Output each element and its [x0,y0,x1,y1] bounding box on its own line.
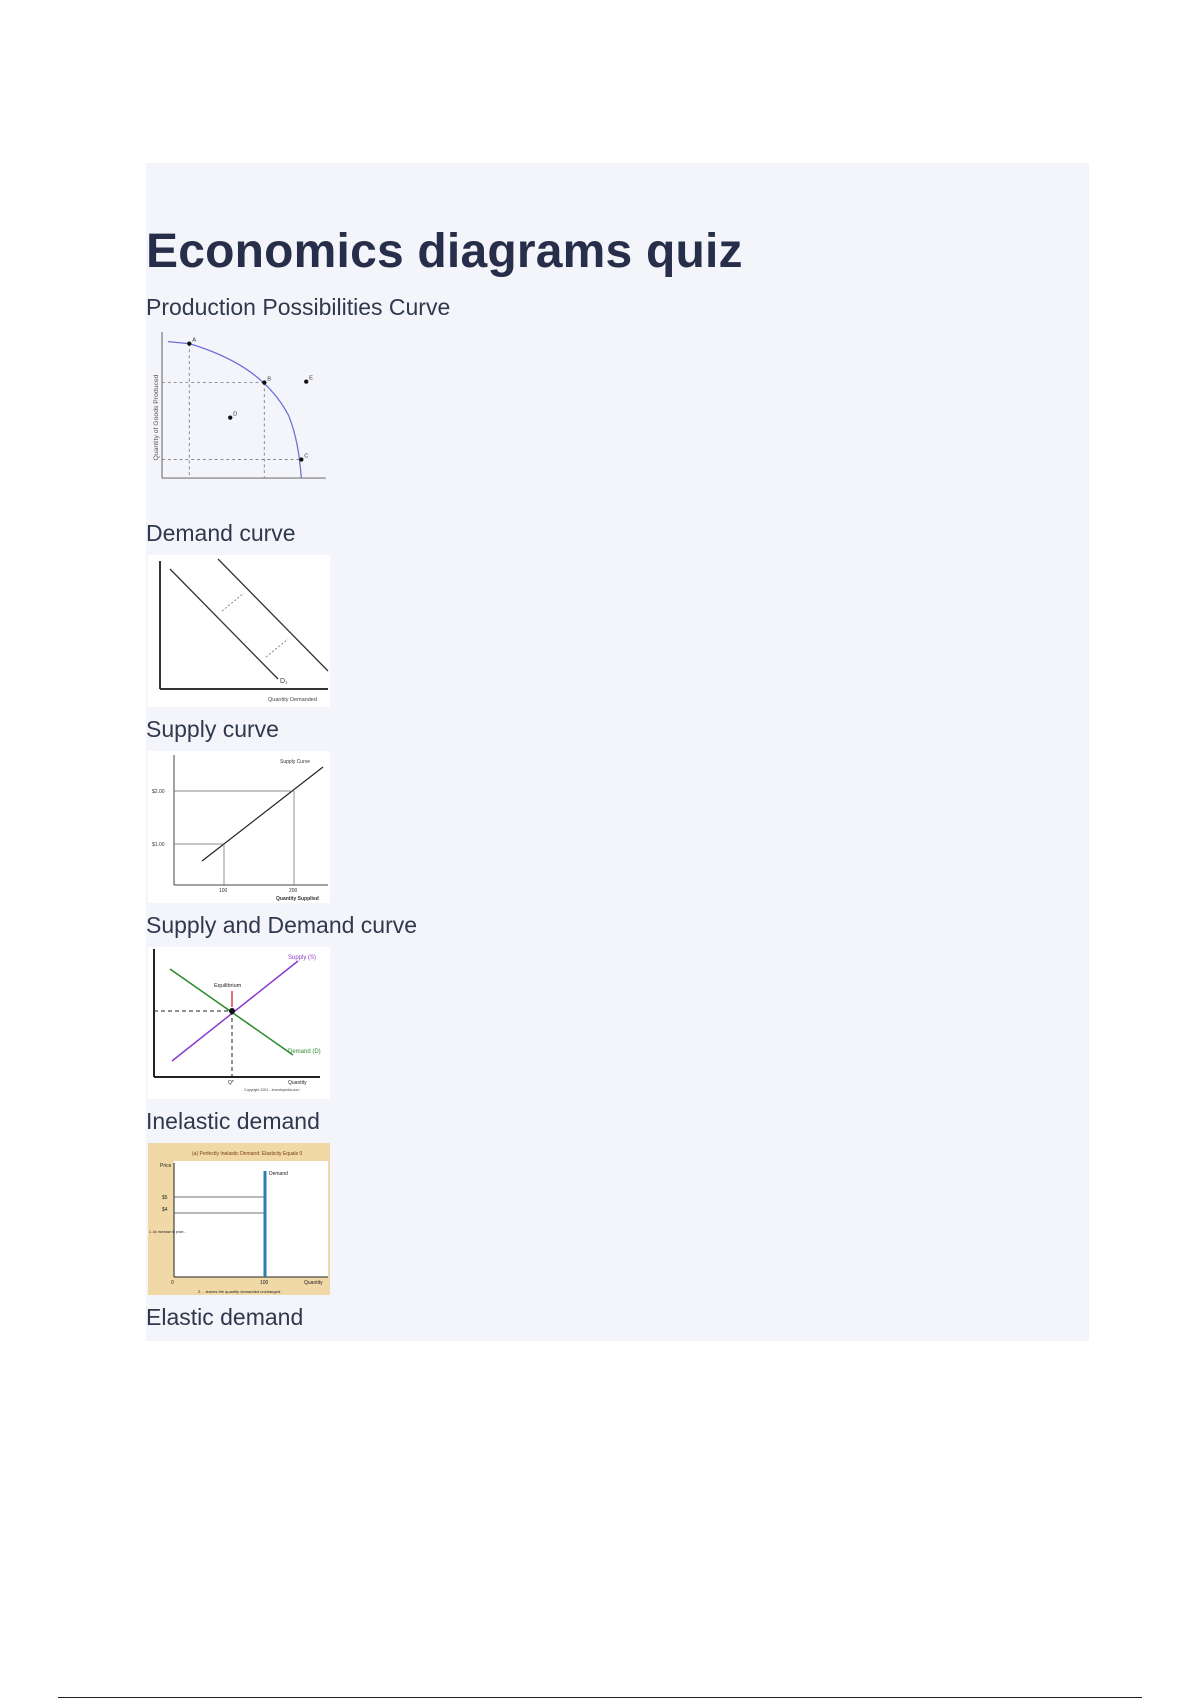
inelastic-title: (a) Perfectly Inelastic Demand: Elasticity Equals 0 [192,1151,303,1157]
supply-x-tick-low: 100 [219,888,228,894]
demand-curve-d2 [218,559,328,671]
demand-svg [148,555,330,707]
section-caption-elastic: Elastic demand [146,1304,304,1330]
demand-x-label: Quantity Demanded [268,697,317,703]
ppc-svg [148,328,330,480]
inelastic-y-tick-low: $4 [162,1207,168,1213]
ppc-y-label: Quantity of Goods Produced [153,374,161,461]
demand-shift-arrow-2 [266,639,288,657]
inelastic-y-tick-high: $5 [162,1195,168,1201]
ppc-point-c [299,457,303,461]
section-caption-inelastic: Inelastic demand [146,1108,320,1134]
supply-y-tick-high: $2.00 [152,789,165,795]
ppc-label-a: A [192,337,197,344]
supply-svg [148,751,330,903]
section-caption-ppc: Production Possibilities Curve [146,294,451,320]
demand-shift-arrow-1 [222,593,244,611]
supply-y-tick-low: $1.00 [152,842,165,848]
ppc-label-c: C [304,453,309,460]
supply-diagram [148,751,330,903]
page-title: Economics diagrams quiz [146,225,743,278]
sd-equilibrium-label: Equilibrium [214,983,242,989]
supply-curve [202,767,323,861]
section-caption-supply: Supply curve [146,716,279,742]
sd-supply-label: Supply (S) [288,955,317,961]
demand-curve-d1 [170,569,278,679]
inelastic-y-label: Price [160,1163,172,1169]
section-caption-supply-demand: Supply and Demand curve [146,912,418,938]
ppc-point-a [187,341,191,345]
section-caption-demand: Demand curve [146,520,296,546]
inelastic-x-label: Quantity [304,1280,323,1286]
sd-quantity-label: Quantity [288,1080,307,1086]
sd-demand-label: Demand (D) [288,1049,321,1055]
supply-demand-svg [148,947,330,1099]
ppc-point-b [262,380,266,384]
sd-qstar-label: Q* [228,1080,234,1086]
ppc-label-e: E [309,375,314,382]
sd-copyright: Copyright 2001 - investopedia.com [244,1088,300,1092]
page-bottom-rule [58,1697,1142,1698]
ppc-label-d: D [233,411,238,418]
inelastic-svg [148,1143,330,1295]
demand-curve-label: D₁ [280,678,288,685]
inelastic-x-tick-100: 100 [260,1280,269,1286]
ppc-point-d [228,415,232,419]
supply-x-label: Quantity Supplied [276,896,319,902]
inelastic-x-tick-zero: 0 [171,1280,174,1286]
supply-x-tick-high: 200 [289,888,298,894]
inelastic-demand-label: Demand [269,1171,288,1177]
inelastic-bottom-note: 2. ...leaves the quantity demanded unchanged. [198,1289,282,1294]
demand-diagram [148,555,330,707]
ppc-label-b: B [267,376,272,383]
inelastic-diagram [148,1143,330,1295]
inelastic-plot-area [174,1161,328,1277]
sd-equilibrium-point [229,1008,235,1014]
ppc-diagram [148,328,330,484]
ppc-curve [168,342,301,478]
supply-demand-diagram [148,947,330,1099]
ppc-point-e [304,379,308,383]
supply-title: Supply Curve [280,759,311,765]
inelastic-side-note: 1. An increase in price... [149,1230,187,1234]
